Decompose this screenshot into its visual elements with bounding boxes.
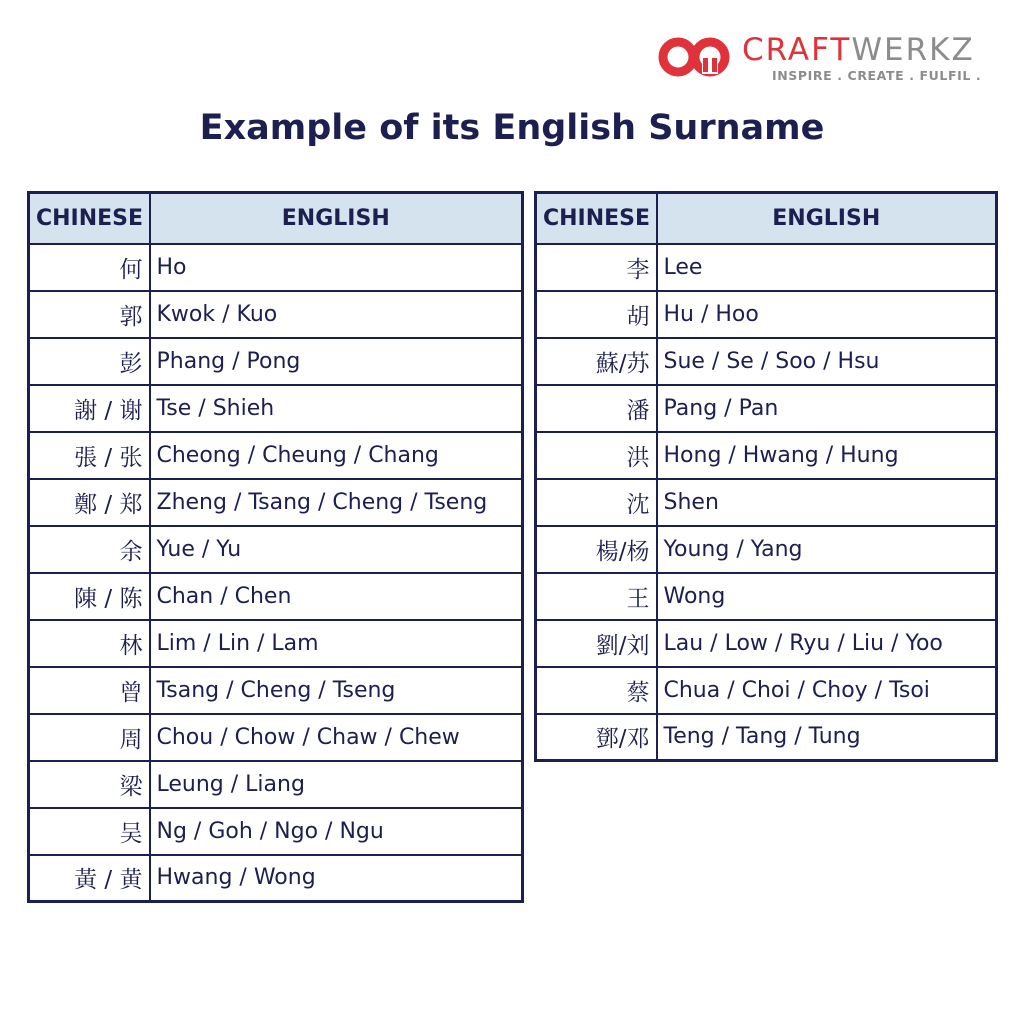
english-surname-cell: Zheng / Tsang / Cheng / Tseng bbox=[150, 479, 523, 526]
english-surname-cell: Young / Yang bbox=[657, 526, 997, 573]
table-row bbox=[29, 338, 523, 385]
table-row bbox=[536, 714, 997, 761]
craftwerkz-logo-icon bbox=[656, 34, 732, 80]
table-header-row bbox=[29, 193, 523, 244]
table-row bbox=[29, 714, 523, 761]
header-english: ENGLISH bbox=[657, 193, 997, 244]
english-surname-cell: Ng / Goh / Ngo / Ngu bbox=[150, 808, 523, 855]
table-row bbox=[536, 479, 997, 526]
table-row bbox=[536, 573, 997, 620]
chinese-surname-cell: 林 bbox=[29, 620, 150, 667]
brand-name-part2: WERKZ bbox=[851, 32, 975, 68]
chinese-surname-cell: 李 bbox=[536, 244, 657, 291]
table-row bbox=[29, 855, 523, 902]
chinese-surname-cell: 楊/杨 bbox=[536, 526, 657, 573]
table-row bbox=[29, 808, 523, 855]
chinese-surname-cell: 陳 / 陈 bbox=[29, 573, 150, 620]
table-row bbox=[29, 432, 523, 479]
chinese-surname-cell: 周 bbox=[29, 714, 150, 761]
table-row bbox=[29, 667, 523, 714]
english-surname-cell: Chua / Choi / Choy / Tsoi bbox=[657, 667, 997, 714]
table-row bbox=[536, 338, 997, 385]
brand-name-part1: CRAFT bbox=[742, 32, 852, 68]
chinese-surname-cell: 曾 bbox=[29, 667, 150, 714]
table-row bbox=[29, 573, 523, 620]
chinese-surname-cell: 劉/刘 bbox=[536, 620, 657, 667]
english-surname-cell: Phang / Pong bbox=[150, 338, 523, 385]
header-chinese: CHINESE bbox=[536, 193, 657, 244]
chinese-surname-cell: 張 / 张 bbox=[29, 432, 150, 479]
english-surname-cell: Hwang / Wong bbox=[150, 855, 523, 902]
english-surname-cell: Chan / Chen bbox=[150, 573, 523, 620]
english-surname-cell: Chou / Chow / Chaw / Chew bbox=[150, 714, 523, 761]
english-surname-cell: Ho bbox=[150, 244, 523, 291]
table-header-row bbox=[536, 193, 997, 244]
chinese-surname-cell: 郭 bbox=[29, 291, 150, 338]
chinese-surname-cell: 胡 bbox=[536, 291, 657, 338]
chinese-surname-cell: 黃 / 黄 bbox=[29, 855, 150, 902]
english-surname-cell: Wong bbox=[657, 573, 997, 620]
english-surname-cell: Lim / Lin / Lam bbox=[150, 620, 523, 667]
english-surname-cell: Shen bbox=[657, 479, 997, 526]
english-surname-cell: Hu / Hoo bbox=[657, 291, 997, 338]
chinese-surname-cell: 沈 bbox=[536, 479, 657, 526]
english-surname-cell: Leung / Liang bbox=[150, 761, 523, 808]
table-row bbox=[29, 385, 523, 432]
english-surname-cell: Sue / Se / Soo / Hsu bbox=[657, 338, 997, 385]
surname-table-left bbox=[27, 191, 524, 903]
table-row bbox=[536, 667, 997, 714]
english-surname-cell: Tsang / Cheng / Tseng bbox=[150, 667, 523, 714]
chinese-surname-cell: 謝 / 谢 bbox=[29, 385, 150, 432]
table-row bbox=[29, 291, 523, 338]
surname-table-right bbox=[534, 191, 998, 762]
chinese-surname-cell: 洪 bbox=[536, 432, 657, 479]
chinese-surname-cell: 余 bbox=[29, 526, 150, 573]
craftwerkz-logo bbox=[656, 30, 996, 86]
chinese-surname-cell: 王 bbox=[536, 573, 657, 620]
english-surname-cell: Yue / Yu bbox=[150, 526, 523, 573]
chinese-surname-cell: 梁 bbox=[29, 761, 150, 808]
table-row bbox=[29, 479, 523, 526]
page-title: Example of its English Surname bbox=[199, 108, 825, 148]
chinese-surname-cell: 蘇/苏 bbox=[536, 338, 657, 385]
table-row bbox=[29, 761, 523, 808]
english-surname-cell: Tse / Shieh bbox=[150, 385, 523, 432]
table-row bbox=[536, 291, 997, 338]
chinese-surname-cell: 彭 bbox=[29, 338, 150, 385]
english-surname-cell: Hong / Hwang / Hung bbox=[657, 432, 997, 479]
chinese-surname-cell: 潘 bbox=[536, 385, 657, 432]
english-surname-cell: Cheong / Cheung / Chang bbox=[150, 432, 523, 479]
chinese-surname-cell: 蔡 bbox=[536, 667, 657, 714]
table-row bbox=[536, 620, 997, 667]
table-row bbox=[536, 526, 997, 573]
chinese-surname-cell: 吴 bbox=[29, 808, 150, 855]
english-surname-cell: Pang / Pan bbox=[657, 385, 997, 432]
english-surname-cell: Lau / Low / Ryu / Liu / Yoo bbox=[657, 620, 997, 667]
table-row bbox=[536, 244, 997, 291]
table-row bbox=[29, 244, 523, 291]
brand-tagline: INSPIRE . CREATE . FULFIL . bbox=[772, 68, 982, 83]
english-surname-cell: Lee bbox=[657, 244, 997, 291]
table-row bbox=[29, 526, 523, 573]
table-row bbox=[536, 385, 997, 432]
table-row bbox=[29, 620, 523, 667]
english-surname-cell: Teng / Tang / Tung bbox=[657, 714, 997, 761]
header-english: ENGLISH bbox=[150, 193, 523, 244]
header-chinese: CHINESE bbox=[29, 193, 150, 244]
chinese-surname-cell: 鄧/邓 bbox=[536, 714, 657, 761]
chinese-surname-cell: 鄭 / 郑 bbox=[29, 479, 150, 526]
chinese-surname-cell: 何 bbox=[29, 244, 150, 291]
english-surname-cell: Kwok / Kuo bbox=[150, 291, 523, 338]
brand-name bbox=[742, 30, 975, 70]
table-row bbox=[536, 432, 997, 479]
